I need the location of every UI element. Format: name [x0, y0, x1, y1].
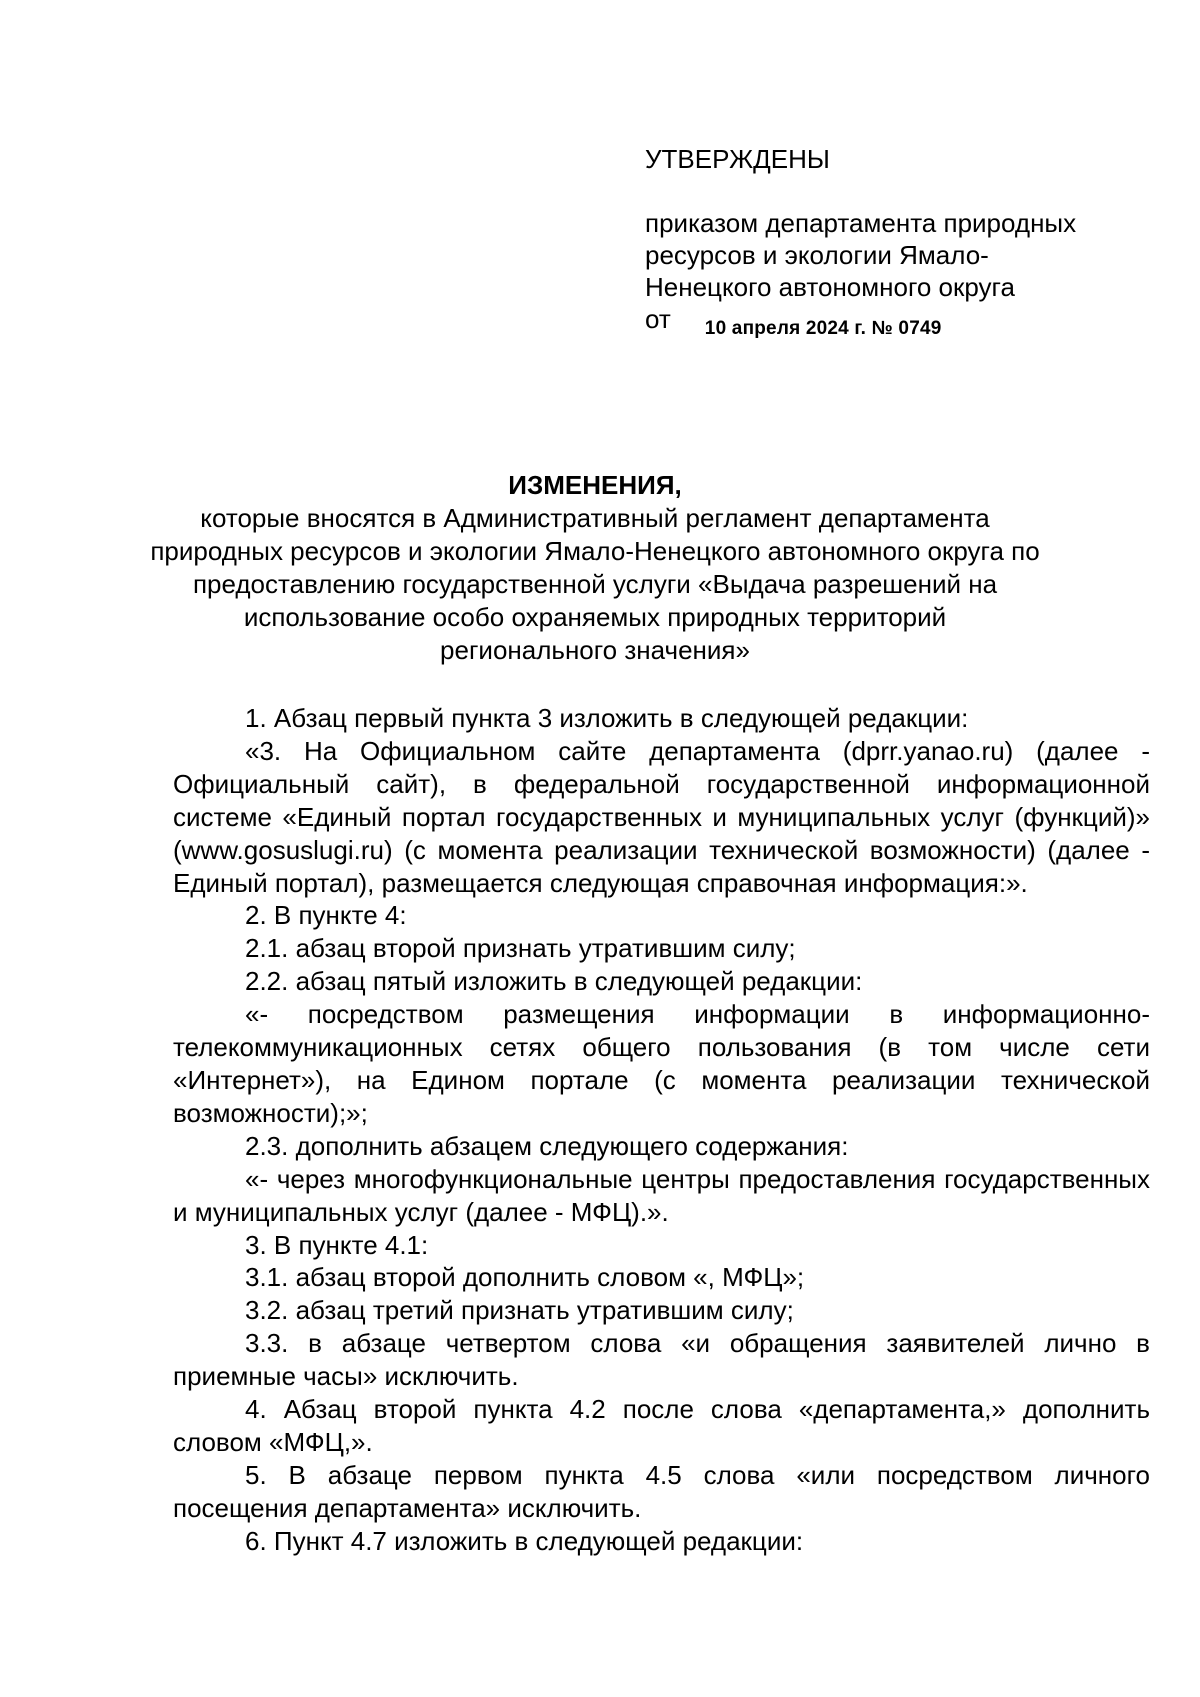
- body-paragraph: 2.3. дополнить абзацем следующего содержания:: [245, 1130, 849, 1161]
- approval-title: УТВЕРЖДЕНЫ: [645, 144, 830, 174]
- approval-line: Ненецкого автономного округа: [645, 272, 1015, 302]
- heading-line: которые вносятся в Административный регламент департамента: [200, 503, 990, 533]
- body-paragraph: 3.3. в абзаце четвертом слова «и обращения заявителей лично в приемные часы» исключить.: [173, 1328, 1150, 1392]
- body-paragraph: 5. В абзаце первом пункта 4.5 слова «или посредством личного посещения департамента» исключить.: [173, 1459, 1150, 1523]
- body-paragraph: 4. Абзац второй пункта 4.2 после слова «департамента,» дополнить словом «МФЦ,».: [173, 1394, 1150, 1457]
- body-paragraph: 3.1. абзац второй дополнить словом «, МФЦ»;: [245, 1262, 805, 1293]
- body-paragraph: «- посредством размещения информации в информационно-телекоммуникационных сетях общего пользования (в том числе сети «Интернет»), на Едином портале (с момента реализации технической возможности);»;: [173, 999, 1150, 1128]
- approval-date-number: 10 апреля 2024 г. № 0749: [704, 318, 942, 339]
- approval-date-row: [645, 303, 1165, 339]
- approval-line: приказом департамента природных: [645, 208, 1077, 238]
- heading-line: использование особо охраняемых природных территорий: [243, 602, 947, 632]
- heading-line: регионального значения»: [440, 635, 750, 665]
- document-body: [173, 702, 1150, 1558]
- body-paragraph: 1. Абзац первый пункта 3 изложить в следующей редакции:: [245, 703, 969, 733]
- document-heading: [150, 469, 1040, 667]
- body-paragraph: 3.2. абзац третий признать утратившим силу;: [245, 1295, 794, 1326]
- heading-title: ИЗМЕНЕНИЯ,: [508, 470, 682, 500]
- heading-line: предоставлению государственной услуги «Выдача разрешений на: [192, 569, 998, 599]
- heading-line: природных ресурсов и экологии Ямало-Ненецкого автономного округа по: [150, 536, 1040, 566]
- approval-block: [645, 143, 1165, 339]
- body-paragraph: 6. Пункт 4.7 изложить в следующей редакции:: [245, 1525, 804, 1556]
- body-paragraph: «- через многофункциональные центры предоставления государственных и муниципальных услуг (далее - МФЦ).».: [173, 1163, 1150, 1227]
- approval-date-prefix: от: [645, 304, 671, 334]
- body-paragraph: 3. В пункте 4.1:: [245, 1229, 429, 1260]
- body-paragraph: 2.1. абзац второй признать утратившим силу;: [245, 933, 796, 964]
- body-paragraph: «3. На Официальном сайте департамента (dprr.yanao.ru) (далее - Официальный сайт), в федеральной государственной информационной системе «Единый портал государственных и муниципальных услуг (функций)» (www.gosuslugi.ru) (с момента реализации технической возможности) (далее - Единый портал), размещается следующая справочная информация:».: [173, 735, 1150, 898]
- body-paragraph: 2.2. абзац пятый изложить в следующей редакции:: [245, 966, 863, 997]
- approval-line: ресурсов и экологии Ямало-: [645, 240, 989, 270]
- body-paragraph: 2. В пункте 4:: [245, 900, 407, 931]
